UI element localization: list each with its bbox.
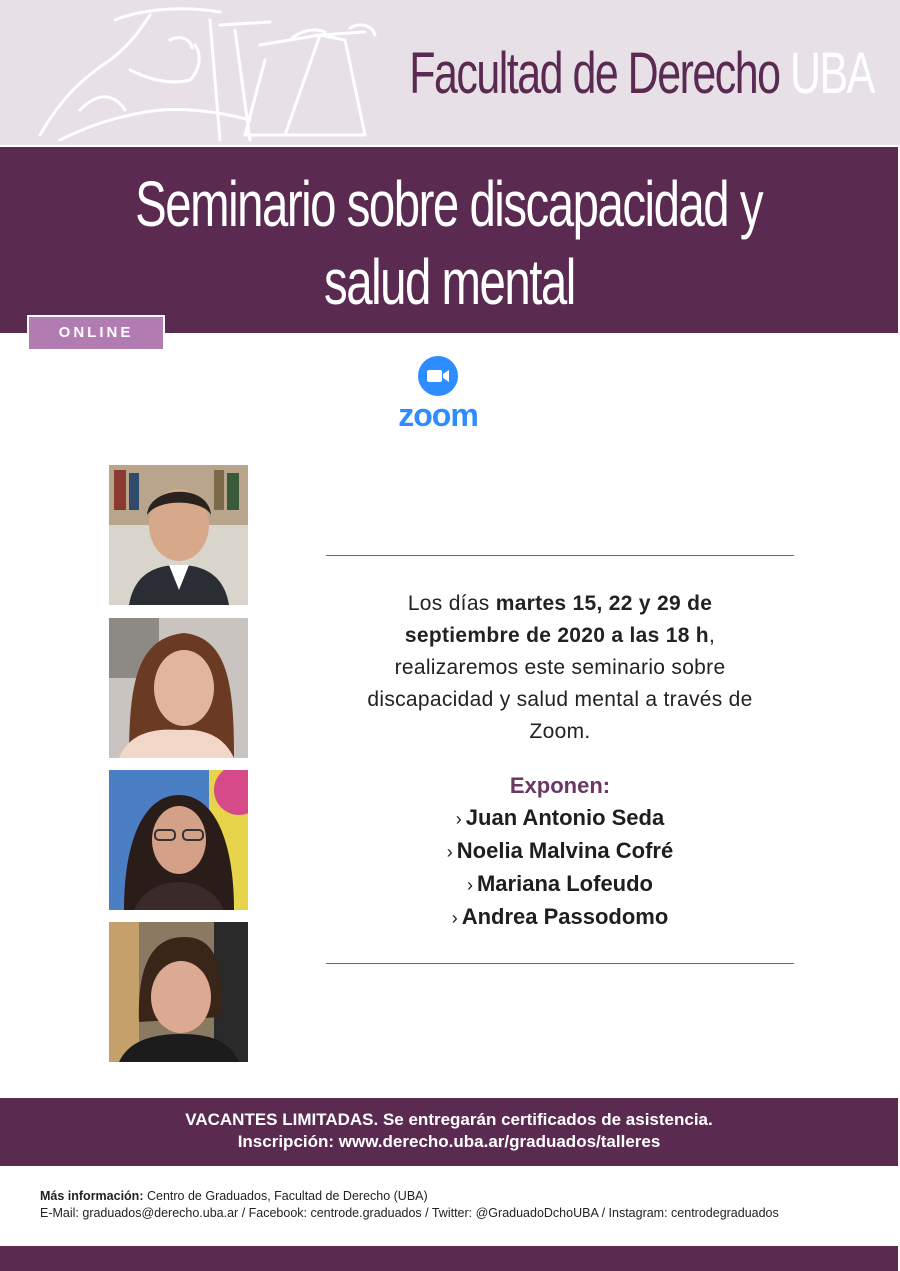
desc-dates: martes 15, 22 y 29 de <box>495 592 713 615</box>
desc-date-time: septiembre de 2020 a las 18 h <box>404 624 709 647</box>
faculty-title-main: Facultad de Derecho <box>409 41 780 106</box>
info-text: Centro de Graduados, Facultad de Derecho (UBA) <box>143 1189 428 1203</box>
online-badge: ONLINE <box>27 315 165 351</box>
speaker-name: Mariana Lofeudo <box>476 871 653 896</box>
vacancies-notice: VACANTES LIMITADAS. Se entregarán certificados de asistencia. <box>185 1110 713 1129</box>
seminar-title-line1: Seminario sobre discapacidad y <box>135 168 763 240</box>
contact-info <box>40 1188 880 1222</box>
speaker-name: Andrea Passodomo <box>461 904 669 929</box>
chevron-right-icon: › <box>451 908 458 928</box>
chevron-right-icon: › <box>455 809 462 829</box>
event-description <box>326 588 794 748</box>
speakers-heading: Exponen: <box>509 773 611 798</box>
video-camera-icon <box>418 356 458 396</box>
faculty-title <box>409 40 874 107</box>
divider-bottom <box>326 963 794 964</box>
speaker-name: Noelia Malvina Cofré <box>456 838 674 863</box>
zoom-wordmark: zoom <box>398 397 478 433</box>
seminar-title <box>0 165 898 321</box>
desc-line4: discapacidad y salud mental a través de <box>367 688 753 711</box>
header <box>0 0 900 145</box>
speaker-item <box>326 802 794 835</box>
desc-intro: Los días <box>407 592 496 615</box>
faculty-title-accent: UBA <box>790 41 874 106</box>
zoom-logo <box>388 356 488 436</box>
speaker-item <box>326 868 794 901</box>
info-label: Más información: <box>40 1189 144 1203</box>
desc-line3: realizaremos este seminario sobre <box>394 656 726 679</box>
divider-top <box>326 555 794 556</box>
contact-links: E-Mail: graduados@derecho.uba.ar / Facebook: centrode.graduados / Twitter: @GraduadoDchoUBA / Instagram: centrodegraduados <box>40 1206 779 1220</box>
seminar-title-line2: salud mental <box>323 246 575 318</box>
chevron-right-icon: › <box>466 875 473 895</box>
bottom-bar <box>0 1246 898 1271</box>
title-banner <box>0 147 898 333</box>
speaker-name: Juan Antonio Seda <box>465 805 665 830</box>
speaker-photo-1 <box>109 465 248 605</box>
speaker-photo-4 <box>109 922 248 1062</box>
speaker-item <box>326 835 794 868</box>
speaker-item <box>326 901 794 934</box>
speakers-list <box>326 802 794 934</box>
registration-link[interactable]: Inscripción: www.derecho.uba.ar/graduados/talleres <box>237 1132 661 1151</box>
registration-band <box>0 1098 898 1166</box>
speaker-photo-3 <box>109 770 248 910</box>
desc-comma: , <box>708 624 716 647</box>
justice-illustration <box>20 0 400 145</box>
chevron-right-icon: › <box>446 842 453 862</box>
desc-line5: Zoom. <box>529 720 591 743</box>
speaker-photo-2 <box>109 618 248 758</box>
